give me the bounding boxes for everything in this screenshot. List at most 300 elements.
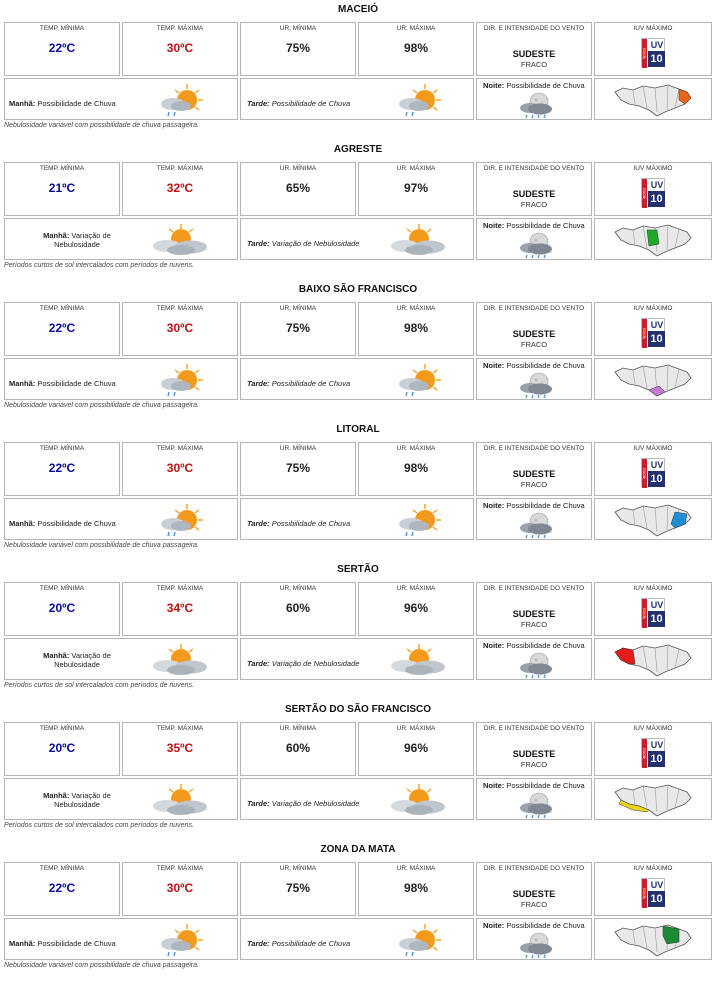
uv-cell xyxy=(594,302,712,356)
uv-index-icon xyxy=(641,878,665,907)
tarde-desc: Variação de Nebulosidade xyxy=(271,239,360,248)
map-cell xyxy=(594,358,712,400)
temp-min-value: 22ºC xyxy=(48,461,76,475)
sun-rain-icon xyxy=(147,922,211,958)
ur-min-label: UR. MÍNIMA xyxy=(279,25,317,32)
wind-intensity: FRACO xyxy=(520,620,548,629)
tarde-desc: Variação de Nebulosidade xyxy=(271,799,360,808)
temp-max-cell xyxy=(122,442,238,496)
ur-max-cell xyxy=(358,22,474,76)
wind-intensity: FRACO xyxy=(520,480,548,489)
alagoas-map xyxy=(613,782,693,818)
manha-desc: Variação de Nebulosidade xyxy=(54,231,111,249)
noite-text xyxy=(483,641,585,650)
region-note: Nebulosidade variável com possibilidade de chuva passageira. xyxy=(4,962,199,969)
sun-cloud-icon xyxy=(385,642,449,678)
alagoas-map xyxy=(613,502,693,538)
moon-rain-icon xyxy=(513,91,561,121)
sun-cloud-icon xyxy=(385,222,449,258)
temp-min-label: TEMP. MÍNIMA xyxy=(39,725,85,732)
ur-min-label: UR. MÍNIMA xyxy=(279,305,317,312)
tarde-label: Tarde: xyxy=(247,659,270,668)
manha-cell xyxy=(4,358,238,400)
noite-cell xyxy=(476,918,592,960)
wind-intensity: FRACO xyxy=(520,60,548,69)
tarde-label: Tarde: xyxy=(247,379,270,388)
noite-label: Noite: xyxy=(483,361,505,370)
uv-index-icon xyxy=(641,318,665,347)
uv-badge-side xyxy=(642,879,647,908)
uv-label: IUV MÁXIMO xyxy=(633,165,673,172)
moon-rain-icon xyxy=(513,231,561,261)
ur-min-cell xyxy=(240,862,356,916)
ur-max-value: 96% xyxy=(403,741,429,755)
region-title: SERTÃO DO SÃO FRANCISCO xyxy=(284,704,432,715)
sun-rain-icon xyxy=(147,502,211,538)
ur-min-value: 60% xyxy=(285,741,311,755)
tarde-desc: Possibilidade de Chuva xyxy=(271,519,351,528)
manha-text xyxy=(9,519,116,528)
ur-max-label: UR. MÁXIMA xyxy=(396,725,436,732)
region-forecast-4 xyxy=(0,420,716,559)
uv-badge-side xyxy=(642,39,647,68)
ur-max-cell xyxy=(358,162,474,216)
tarde-cell xyxy=(240,78,474,120)
sun-rain-icon xyxy=(385,502,449,538)
noite-desc: Possibilidade de Chuva xyxy=(506,501,585,510)
uv-index-icon xyxy=(641,738,665,767)
map-cell xyxy=(594,918,712,960)
wind-label: DIR. E INTENSIDADE DO VENTO xyxy=(483,585,585,592)
ur-min-label: UR. MÍNIMA xyxy=(279,165,317,172)
manha-label: Manhã: xyxy=(43,231,70,240)
uv-side-text: ÍNDICE xyxy=(642,887,647,900)
uv-badge-side xyxy=(642,599,647,628)
ur-max-cell xyxy=(358,722,474,776)
temp-max-label: TEMP. MÁXIMA xyxy=(156,25,204,32)
uv-side-text: ÍNDICE xyxy=(642,47,647,60)
region-note: Períodos curtos de sol intercalados com períodos de nuvens. xyxy=(4,682,194,689)
region-title: ZONA DA MATA xyxy=(320,844,396,855)
temp-max-value: 30ºC xyxy=(166,461,194,475)
moon-rain-icon xyxy=(513,511,561,541)
noite-cell xyxy=(476,78,592,120)
tarde-text xyxy=(247,379,350,388)
uv-label: IUV MÁXIMO xyxy=(633,865,673,872)
temp-max-cell xyxy=(122,862,238,916)
manha-text xyxy=(9,99,116,108)
wind-cell xyxy=(476,302,592,356)
uv-index-icon xyxy=(641,598,665,627)
map-cell xyxy=(594,638,712,680)
manha-desc: Possibilidade de Chuva xyxy=(37,519,116,528)
ur-max-label: UR. MÁXIMA xyxy=(396,445,436,452)
map-cell xyxy=(594,778,712,820)
noite-text xyxy=(483,921,585,930)
uv-label: IUV MÁXIMO xyxy=(633,585,673,592)
map-cell xyxy=(594,218,712,260)
ur-min-value: 60% xyxy=(285,601,311,615)
moon-rain-icon xyxy=(513,371,561,401)
manha-label: Manhã: xyxy=(9,379,36,388)
uv-brand-text: UV xyxy=(650,600,664,610)
temp-min-cell xyxy=(4,582,120,636)
tarde-cell xyxy=(240,498,474,540)
uv-brand-text: UV xyxy=(650,320,664,330)
manha-label: Manhã: xyxy=(9,939,36,948)
temp-max-value: 30ºC xyxy=(166,321,194,335)
wind-label: DIR. E INTENSIDADE DO VENTO xyxy=(483,725,585,732)
highlighted-region xyxy=(615,648,635,664)
wind-intensity: FRACO xyxy=(520,200,548,209)
wind-direction: SUDESTE xyxy=(512,609,556,619)
ur-min-label: UR. MÍNIMA xyxy=(279,445,317,452)
noite-text xyxy=(483,501,585,510)
tarde-text xyxy=(247,659,359,668)
temp-min-label: TEMP. MÍNIMA xyxy=(39,25,85,32)
temp-min-cell xyxy=(4,22,120,76)
uv-index-icon xyxy=(641,458,665,487)
uv-cell xyxy=(594,22,712,76)
temp-min-cell xyxy=(4,862,120,916)
wind-direction: SUDESTE xyxy=(512,469,556,479)
wind-label: DIR. E INTENSIDADE DO VENTO xyxy=(483,865,585,872)
temp-min-label: TEMP. MÍNIMA xyxy=(39,865,85,872)
wind-intensity: FRACO xyxy=(520,900,548,909)
tarde-label: Tarde: xyxy=(247,99,270,108)
tarde-cell xyxy=(240,638,474,680)
noite-label: Noite: xyxy=(483,641,505,650)
sun-cloud-icon xyxy=(147,782,211,818)
ur-max-cell xyxy=(358,442,474,496)
manha-cell xyxy=(4,778,238,820)
sun-rain-icon xyxy=(147,82,211,118)
ur-min-label: UR. MÍNIMA xyxy=(279,585,317,592)
ur-max-cell xyxy=(358,302,474,356)
temp-max-value: 35ºC xyxy=(166,741,194,755)
uv-value: 10 xyxy=(648,191,665,207)
noite-desc: Possibilidade de Chuva xyxy=(506,921,585,930)
manha-text xyxy=(27,231,127,249)
ur-max-value: 98% xyxy=(403,461,429,475)
manha-desc: Possibilidade de Chuva xyxy=(37,99,116,108)
ur-min-cell xyxy=(240,22,356,76)
region-title: MACEIÓ xyxy=(338,4,378,15)
ur-min-label: UR. MÍNIMA xyxy=(279,865,317,872)
ur-max-label: UR. MÁXIMA xyxy=(396,25,436,32)
uv-value: 10 xyxy=(648,891,665,907)
manha-label: Manhã: xyxy=(9,99,36,108)
uv-value: 10 xyxy=(648,751,665,767)
tarde-text xyxy=(247,939,350,948)
uv-index-icon xyxy=(641,178,665,207)
noite-cell xyxy=(476,638,592,680)
uv-badge-side xyxy=(642,739,647,768)
temp-min-label: TEMP. MÍNIMA xyxy=(39,445,85,452)
uv-brand-text: UV xyxy=(650,880,664,890)
temp-min-value: 21ºC xyxy=(48,181,76,195)
temp-max-label: TEMP. MÁXIMA xyxy=(156,445,204,452)
ur-max-value: 97% xyxy=(403,181,429,195)
noite-label: Noite: xyxy=(483,221,505,230)
manha-text xyxy=(9,939,116,948)
ur-min-cell xyxy=(240,442,356,496)
temp-min-value: 22ºC xyxy=(48,321,76,335)
noite-cell xyxy=(476,358,592,400)
noite-desc: Possibilidade de Chuva xyxy=(506,781,585,790)
uv-cell xyxy=(594,722,712,776)
uv-cell xyxy=(594,162,712,216)
region-title: LITORAL xyxy=(336,424,380,435)
region-note: Nebulosidade variável com possibilidade de chuva passageira. xyxy=(4,402,199,409)
uv-badge-side xyxy=(642,179,647,208)
tarde-text xyxy=(247,99,350,108)
tarde-text xyxy=(247,519,350,528)
tarde-label: Tarde: xyxy=(247,939,270,948)
uv-brand-text: UV xyxy=(650,740,664,750)
region-forecast-3 xyxy=(0,280,716,419)
uv-value: 10 xyxy=(648,611,665,627)
sun-cloud-icon xyxy=(385,782,449,818)
temp-max-cell xyxy=(122,22,238,76)
manha-cell xyxy=(4,218,238,260)
uv-value: 10 xyxy=(648,331,665,347)
manha-cell xyxy=(4,78,238,120)
uv-brand-text: UV xyxy=(650,40,664,50)
uv-label: IUV MÁXIMO xyxy=(633,305,673,312)
alagoas-map xyxy=(613,222,693,258)
manha-desc: Variação de Nebulosidade xyxy=(54,791,111,809)
temp-min-label: TEMP. MÍNIMA xyxy=(39,305,85,312)
ur-min-cell xyxy=(240,582,356,636)
wind-intensity: FRACO xyxy=(520,340,548,349)
manha-label: Manhã: xyxy=(9,519,36,528)
wind-cell xyxy=(476,162,592,216)
manha-desc: Variação de Nebulosidade xyxy=(54,651,111,669)
tarde-desc: Possibilidade de Chuva xyxy=(271,379,351,388)
noite-text xyxy=(483,81,585,90)
region-note: Nebulosidade variável com possibilidade de chuva passageira. xyxy=(4,542,199,549)
uv-label: IUV MÁXIMO xyxy=(633,25,673,32)
wind-cell xyxy=(476,582,592,636)
ur-min-label: UR. MÍNIMA xyxy=(279,725,317,732)
uv-cell xyxy=(594,442,712,496)
ur-max-value: 96% xyxy=(403,601,429,615)
sun-cloud-icon xyxy=(147,222,211,258)
uv-cell xyxy=(594,582,712,636)
noite-desc: Possibilidade de Chuva xyxy=(506,361,585,370)
manha-label: Manhã: xyxy=(43,791,70,800)
noite-cell xyxy=(476,218,592,260)
tarde-desc: Possibilidade de Chuva xyxy=(271,99,351,108)
noite-desc: Possibilidade de Chuva xyxy=(506,81,585,90)
map-cell xyxy=(594,498,712,540)
wind-label: DIR. E INTENSIDADE DO VENTO xyxy=(483,25,585,32)
manha-text xyxy=(27,791,127,809)
noite-label: Noite: xyxy=(483,501,505,510)
temp-min-value: 20ºC xyxy=(48,741,76,755)
ur-max-value: 98% xyxy=(403,881,429,895)
region-forecast-1 xyxy=(0,0,716,139)
manha-desc: Possibilidade de Chuva xyxy=(37,939,116,948)
temp-max-label: TEMP. MÁXIMA xyxy=(156,585,204,592)
uv-side-text: ÍNDICE xyxy=(642,607,647,620)
tarde-cell xyxy=(240,918,474,960)
ur-min-cell xyxy=(240,302,356,356)
wind-cell xyxy=(476,22,592,76)
temp-min-cell xyxy=(4,302,120,356)
wind-direction: SUDESTE xyxy=(512,189,556,199)
sun-rain-icon xyxy=(385,922,449,958)
ur-min-cell xyxy=(240,722,356,776)
ur-min-value: 75% xyxy=(285,461,311,475)
region-note: Períodos curtos de sol intercalados com períodos de nuvens. xyxy=(4,822,194,829)
noite-desc: Possibilidade de Chuva xyxy=(506,641,585,650)
uv-label: IUV MÁXIMO xyxy=(633,445,673,452)
uv-badge-side xyxy=(642,459,647,488)
region-note: Nebulosidade variável com possibilidade de chuva passageira. xyxy=(4,122,199,129)
wind-label: DIR. E INTENSIDADE DO VENTO xyxy=(483,445,585,452)
ur-max-label: UR. MÁXIMA xyxy=(396,305,436,312)
wind-label: DIR. E INTENSIDADE DO VENTO xyxy=(483,305,585,312)
tarde-label: Tarde: xyxy=(247,239,270,248)
temp-min-value: 20ºC xyxy=(48,601,76,615)
region-forecast-7 xyxy=(0,840,716,979)
region-title: AGRESTE xyxy=(333,144,383,155)
highlighted-region xyxy=(663,926,679,944)
ur-min-value: 75% xyxy=(285,321,311,335)
moon-rain-icon xyxy=(513,931,561,961)
temp-max-label: TEMP. MÁXIMA xyxy=(156,725,204,732)
tarde-cell xyxy=(240,218,474,260)
noite-label: Noite: xyxy=(483,781,505,790)
ur-max-cell xyxy=(358,582,474,636)
sun-rain-icon xyxy=(385,82,449,118)
tarde-label: Tarde: xyxy=(247,519,270,528)
tarde-cell xyxy=(240,778,474,820)
wind-direction: SUDESTE xyxy=(512,889,556,899)
moon-rain-icon xyxy=(513,791,561,821)
region-forecast-5 xyxy=(0,560,716,699)
noite-label: Noite: xyxy=(483,81,505,90)
tarde-desc: Possibilidade de Chuva xyxy=(271,939,351,948)
tarde-text xyxy=(247,799,359,808)
uv-brand-text: UV xyxy=(650,180,664,190)
temp-max-cell xyxy=(122,162,238,216)
temp-max-cell xyxy=(122,582,238,636)
alagoas-map xyxy=(613,922,693,958)
tarde-text xyxy=(247,239,359,248)
temp-min-value: 22ºC xyxy=(48,41,76,55)
noite-text xyxy=(483,221,585,230)
uv-side-text: ÍNDICE xyxy=(642,187,647,200)
uv-side-text: ÍNDICE xyxy=(642,747,647,760)
wind-intensity: FRACO xyxy=(520,760,548,769)
sun-rain-icon xyxy=(385,362,449,398)
uv-value: 10 xyxy=(648,471,665,487)
ur-max-value: 98% xyxy=(403,321,429,335)
temp-max-label: TEMP. MÁXIMA xyxy=(156,305,204,312)
ur-max-cell xyxy=(358,862,474,916)
highlighted-region xyxy=(647,230,659,246)
region-title: BAIXO SÃO FRANCISCO xyxy=(298,284,418,295)
noite-desc: Possibilidade de Chuva xyxy=(506,221,585,230)
uv-side-text: ÍNDICE xyxy=(642,467,647,480)
ur-min-value: 75% xyxy=(285,41,311,55)
manha-label: Manhã: xyxy=(43,651,70,660)
ur-max-value: 98% xyxy=(403,41,429,55)
temp-min-label: TEMP. MÍNIMA xyxy=(39,165,85,172)
alagoas-map xyxy=(613,82,693,118)
temp-max-value: 30ºC xyxy=(166,41,194,55)
manha-text xyxy=(27,651,127,669)
noite-text xyxy=(483,781,585,790)
noite-label: Noite: xyxy=(483,921,505,930)
ur-min-value: 65% xyxy=(285,181,311,195)
region-forecast-6 xyxy=(0,700,716,839)
temp-max-cell xyxy=(122,302,238,356)
uv-index-icon xyxy=(641,38,665,67)
temp-min-cell xyxy=(4,442,120,496)
region-note: Períodos curtos de sol intercalados com períodos de nuvens. xyxy=(4,262,194,269)
ur-min-value: 75% xyxy=(285,881,311,895)
uv-value: 10 xyxy=(648,51,665,67)
noite-text xyxy=(483,361,585,370)
alagoas-map xyxy=(613,642,693,678)
wind-direction: SUDESTE xyxy=(512,329,556,339)
manha-cell xyxy=(4,918,238,960)
ur-max-label: UR. MÁXIMA xyxy=(396,585,436,592)
temp-min-value: 22ºC xyxy=(48,881,76,895)
temp-max-label: TEMP. MÁXIMA xyxy=(156,165,204,172)
temp-min-label: TEMP. MÍNIMA xyxy=(39,585,85,592)
sun-rain-icon xyxy=(147,362,211,398)
wind-cell xyxy=(476,862,592,916)
temp-max-value: 34ºC xyxy=(166,601,194,615)
tarde-desc: Variação de Nebulosidade xyxy=(271,659,360,668)
noite-cell xyxy=(476,498,592,540)
wind-direction: SUDESTE xyxy=(512,749,556,759)
region-title: SERTÃO xyxy=(337,564,379,575)
temp-max-value: 32ºC xyxy=(166,181,194,195)
uv-label: IUV MÁXIMO xyxy=(633,725,673,732)
alagoas-map xyxy=(613,362,693,398)
manha-cell xyxy=(4,638,238,680)
wind-cell xyxy=(476,722,592,776)
manha-desc: Possibilidade de Chuva xyxy=(37,379,116,388)
uv-cell xyxy=(594,862,712,916)
map-cell xyxy=(594,78,712,120)
noite-cell xyxy=(476,778,592,820)
uv-side-text: ÍNDICE xyxy=(642,327,647,340)
wind-label: DIR. E INTENSIDADE DO VENTO xyxy=(483,165,585,172)
ur-max-label: UR. MÁXIMA xyxy=(396,865,436,872)
wind-cell xyxy=(476,442,592,496)
temp-max-value: 30ºC xyxy=(166,881,194,895)
manha-text xyxy=(9,379,116,388)
wind-direction: SUDESTE xyxy=(512,49,556,59)
uv-brand-text: UV xyxy=(650,460,664,470)
ur-min-cell xyxy=(240,162,356,216)
region-forecast-2 xyxy=(0,140,716,279)
sun-cloud-icon xyxy=(147,642,211,678)
temp-max-label: TEMP. MÁXIMA xyxy=(156,865,204,872)
uv-badge-side xyxy=(642,319,647,348)
temp-min-cell xyxy=(4,162,120,216)
tarde-label: Tarde: xyxy=(247,799,270,808)
manha-cell xyxy=(4,498,238,540)
temp-max-cell xyxy=(122,722,238,776)
